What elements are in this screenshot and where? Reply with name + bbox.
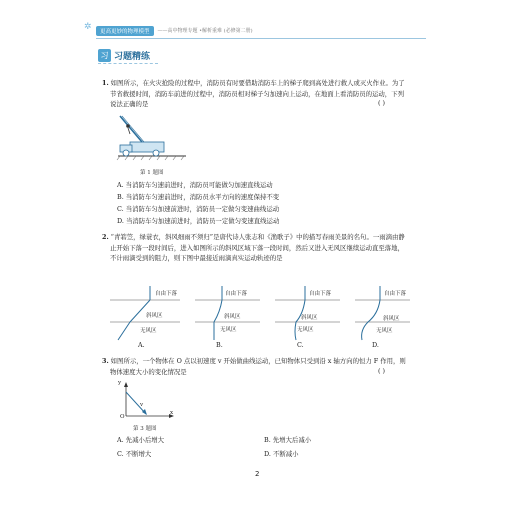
wind-zone-label: 斜风区 — [383, 316, 400, 322]
option-c: C. 当消防车匀加速前进时，消防员一定做匀变速曲线运动 — [117, 205, 280, 213]
free-fall-label: 自由下落 — [384, 291, 407, 297]
option-d: D. 不断减小 — [264, 450, 299, 458]
question-number: 2. — [102, 233, 109, 241]
wind-zone-label: 斜风区 — [224, 314, 241, 320]
question-number: 3. — [102, 357, 109, 365]
wind-zone-label: 斜风区 — [146, 313, 163, 319]
question-text: 如图所示，一个物体在 O 点以初速度 v 开始做曲线运动，已知物体只受到沿 x 轴方向的恒力 F 作用，则物体速度大小的变化情况是 — [110, 357, 406, 376]
figure-caption: 第 1 题图 — [140, 170, 164, 176]
option-c: C. 不断增大 — [117, 450, 152, 458]
option-b: B. 当消防车匀速前进时，消防员水平方向的速度保持不变 — [117, 193, 280, 201]
page-number: 2 — [255, 470, 260, 478]
section-divider — [98, 63, 158, 64]
exercise-icon: 习 — [98, 49, 111, 62]
book-title-badge: 更高更妙的物理模型 — [96, 26, 154, 36]
figure-option-a: A. — [138, 341, 145, 349]
fire-truck-figure — [112, 112, 192, 164]
section-heading — [98, 48, 150, 62]
origin-label: O — [120, 414, 125, 420]
option-a: A. 当消防车匀速前进时，消防员可能做匀加速直线运动 — [117, 181, 273, 189]
figure-option-d: D. — [372, 341, 379, 349]
option-a: A. 先减小后增大 — [117, 436, 165, 444]
question-2 — [102, 232, 410, 264]
option-d: D. 当消防车匀加速前进时，消防员一定做匀变速直线运动 — [117, 217, 280, 225]
no-wind-label: 无风区 — [220, 327, 237, 333]
header-divider — [96, 38, 426, 39]
free-fall-label: 自由下落 — [309, 291, 332, 297]
no-wind-label: 无风区 — [140, 328, 157, 334]
book-subtitle: ——高中物理专题 •解析重难 (必修第二册) — [157, 28, 253, 34]
axes-figure — [116, 380, 176, 420]
answer-bracket: ( ) — [378, 367, 386, 375]
question-number: 1. — [102, 79, 109, 87]
question-text: “青箬笠，绿蓑衣，斜风细雨不须归”是唐代诗人张志和《渔歌子》中的描写春雨美景的名句。一雨滴由静止开始下落一段时间后，进入如图所示的斜风区域下落一段时间，然后又进入无风区继续运动直至落地，不计雨滴受到的阻力，则下图中最接近雨滴真实运动轨迹的是 — [110, 233, 405, 262]
question-3 — [102, 356, 410, 377]
answer-bracket: ( ) — [378, 99, 386, 107]
question-1 — [102, 78, 410, 110]
running-header — [96, 24, 426, 37]
star-icon: ✲ — [84, 22, 92, 32]
x-axis-label: x — [170, 410, 174, 416]
free-fall-label: 自由下落 — [225, 291, 248, 297]
free-fall-label: 自由下落 — [155, 291, 178, 297]
option-b: B. 先增大后减小 — [264, 436, 312, 444]
figure-caption: 第 3 题图 — [133, 426, 157, 432]
question-text: 如图所示，在火灾抢险的过程中，消防员有时要借助消防车上的梯子爬到高处进行救人或灭火作业。为了节省救援时间，消防车前进的过程中，消防员相对梯子匀加速向上运动，在地面上看消防员的运动，下列说法正确的是 — [110, 79, 405, 108]
figure-option-c: C. — [297, 341, 304, 349]
y-axis-label: y — [118, 380, 122, 386]
figure-option-b: B. — [216, 341, 223, 349]
no-wind-label: 无风区 — [376, 328, 393, 334]
section-title: 习题精练 — [114, 51, 151, 62]
velocity-label: v — [140, 402, 144, 408]
wind-zone-label: 斜风区 — [301, 315, 318, 321]
no-wind-label: 无风区 — [297, 327, 314, 333]
